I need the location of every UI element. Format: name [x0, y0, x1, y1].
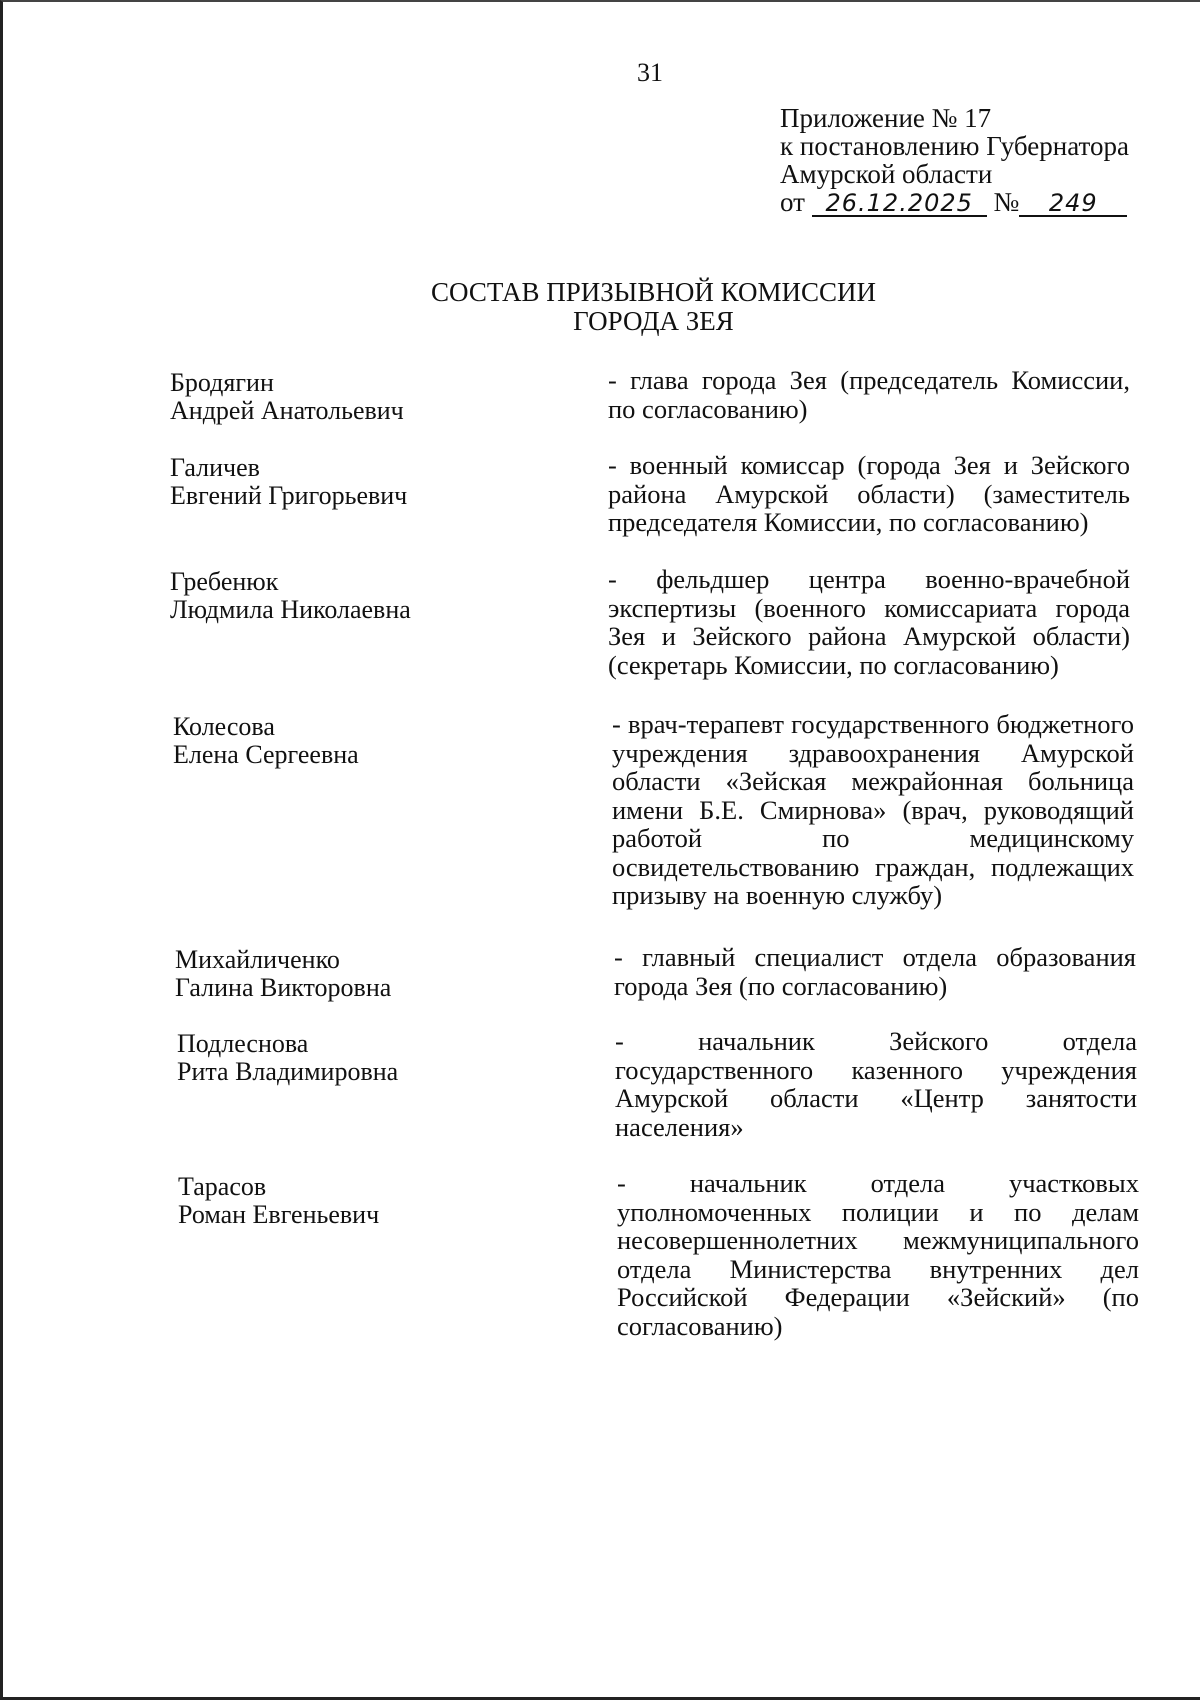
member-surname: Тарасов	[178, 1172, 267, 1201]
appendix-line-3: Амурской области	[780, 159, 993, 189]
member-given-names: Галина Викторовна	[175, 973, 392, 1002]
member-given-names: Андрей Анатольевич	[170, 396, 404, 425]
member-surname: Галичев	[170, 453, 260, 482]
title-line-1: СОСТАВ ПРИЗЫВНОЙ КОМИССИИ	[431, 277, 876, 307]
appendix-date-line	[780, 188, 1129, 217]
member-name	[170, 568, 590, 624]
member-name	[170, 369, 590, 425]
member-role: - военный комиссар (города Зея и Зейского района Амурской области) (заместитель председателя Комиссии, по согласованию)	[608, 450, 1130, 537]
member-role: - начальник отдела участковых уполномоченных полиции и по делам несовершеннолетних межмуниципального отдела Министерства внутренних дел Российской Федерации «Зейский» (по согласованию)	[617, 1168, 1139, 1341]
handwritten-date: 26.12.2025	[812, 191, 987, 217]
member-surname: Колесова	[173, 712, 275, 741]
member-surname: Подлеснова	[177, 1029, 309, 1058]
date-prefix: от	[780, 187, 805, 217]
member-role: - главный специалист отдела образования города Зея (по согласованию)	[614, 942, 1136, 1001]
appendix-header	[780, 104, 1129, 217]
document-title	[0, 278, 1200, 336]
member-given-names: Евгений Григорьевич	[170, 481, 408, 510]
member-role: - глава города Зея (председатель Комиссии, по согласованию)	[608, 365, 1130, 424]
member-given-names: Елена Сергеевна	[173, 740, 359, 769]
member-name	[175, 946, 595, 1002]
member-surname: Михайличенко	[175, 945, 340, 974]
member-name	[177, 1030, 597, 1086]
member-given-names: Рита Владимировна	[177, 1057, 399, 1086]
member-name	[170, 454, 590, 510]
member-name	[178, 1173, 598, 1229]
member-surname: Бродягин	[170, 368, 274, 397]
appendix-line-2: к постановлению Губернатора	[780, 131, 1129, 161]
member-name	[173, 713, 593, 769]
member-role: - врач-терапевт государственного бюджетного учреждения здравоохранения Амурской области «Зейская межрайонная больница имени Б.Е. Смирнова» (врач, руководящий работой по медицинскому освидетельствованию граждан, подлежащих призыву на военную службу)	[612, 709, 1134, 910]
number-prefix: №	[993, 187, 1020, 217]
page-number: 31	[637, 58, 663, 87]
member-given-names: Людмила Николаевна	[170, 595, 411, 624]
title-line-2: ГОРОДА ЗЕЯ	[573, 306, 734, 336]
member-role: - фельдшер центра военно-врачебной экспертизы (военного комиссариата города Зея и Зейского района Амурской области) (секретарь Комиссии, по согласованию)	[608, 564, 1130, 680]
member-given-names: Роман Евгеньевич	[178, 1200, 380, 1229]
appendix-line-1: Приложение № 17	[780, 103, 992, 133]
member-surname: Гребенюк	[170, 567, 279, 596]
handwritten-number: 249	[1019, 191, 1127, 217]
member-role: - начальник Зейского отдела государственного казенного учреждения Амурской области «Центр занятости населения»	[615, 1026, 1137, 1142]
